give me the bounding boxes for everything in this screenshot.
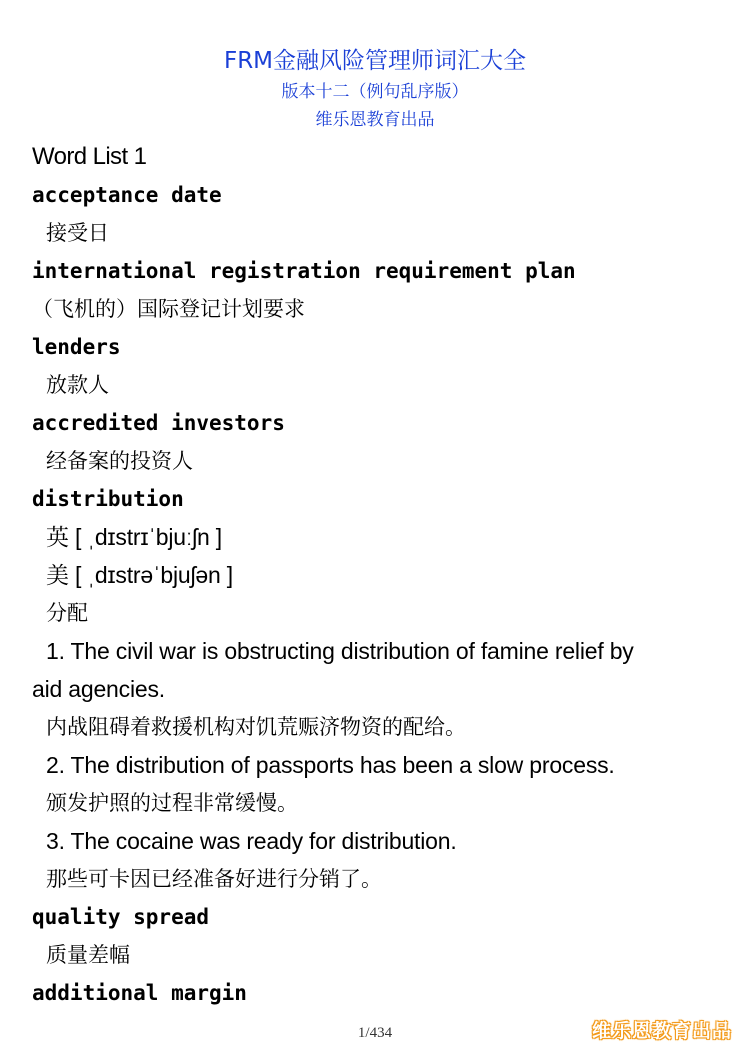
vocab-term: lenders <box>32 335 121 359</box>
document-publisher: 维乐恩教育出品 <box>315 110 435 130</box>
example-text: 美 [ ˌdɪstrəˈbjuʃən ] <box>46 562 233 588</box>
example-text: aid agencies. <box>32 676 165 702</box>
definition-text: 颁发护照的过程非常缓慢。 <box>46 791 298 815</box>
publisher-watermark: 维乐恩教育出品 <box>591 1020 732 1042</box>
page-number: 1/434 <box>357 1025 393 1041</box>
vocab-term: additional margin <box>32 981 247 1005</box>
definition-text: 接受日 <box>46 221 109 245</box>
example-text: 3. The cocaine was ready for distribution. <box>46 828 457 854</box>
example-text: 1. The civil war is obstructing distribution of famine relief by <box>46 638 634 664</box>
example-text: 2. The distribution of passports has been a slow process. <box>46 752 615 778</box>
definition-text: 那些可卡因已经准备好进行分销了。 <box>46 867 382 891</box>
vocab-term: acceptance date <box>32 183 222 207</box>
vocab-term: quality spread <box>32 905 210 929</box>
vocab-term: accredited investors <box>32 411 285 435</box>
vocab-term: distribution <box>32 487 184 511</box>
example-text: 英 [ ˌdɪstrɪˈbjuːʃn ] <box>46 524 222 550</box>
definition-text: 质量差幅 <box>46 943 130 967</box>
document-title: FRM金融风险管理师词汇大全 <box>223 48 527 74</box>
word-list-content <box>32 138 722 1012</box>
document-header <box>0 44 750 134</box>
document-subtitle: 版本十二（例句乱序版） <box>281 82 469 102</box>
definition-text: 经备案的投资人 <box>46 449 193 473</box>
definition-text: 分配 <box>46 601 88 625</box>
definition-text: （飞机的）国际登记计划要求 <box>32 297 305 321</box>
definition-text: 放款人 <box>46 373 109 397</box>
vocab-term: international registration requirement plan <box>32 259 576 283</box>
word-list-title: Word List 1 <box>32 143 147 170</box>
definition-text: 内战阻碍着救援机构对饥荒赈济物资的配给。 <box>46 715 466 739</box>
